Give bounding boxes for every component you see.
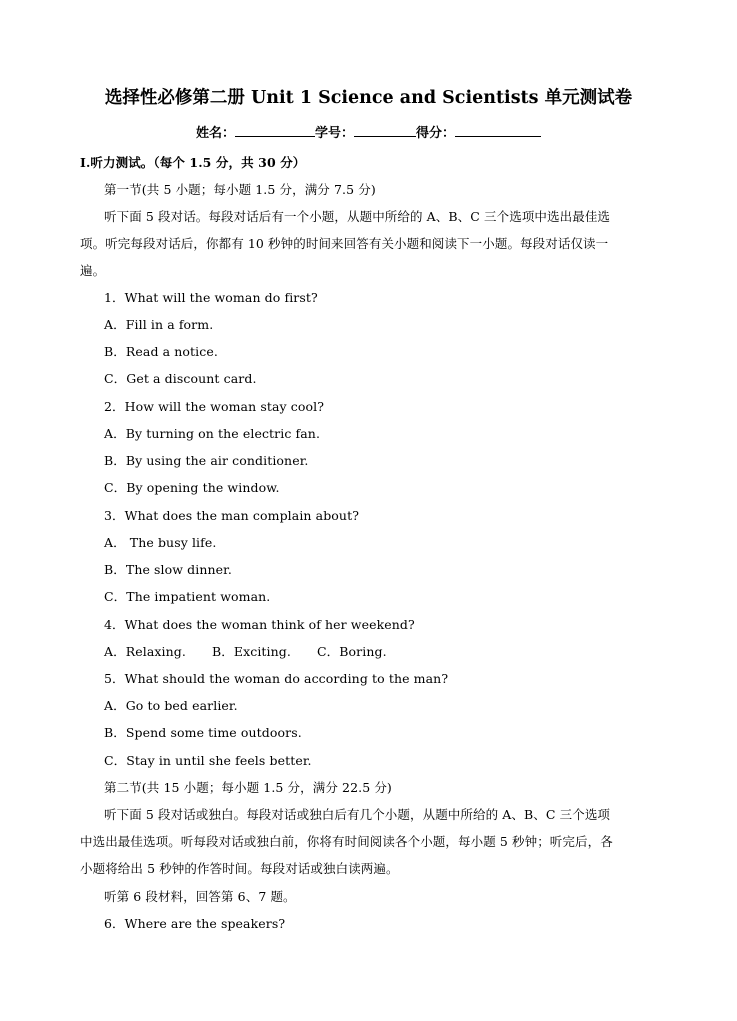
part1-heading: I.听力测试。（每个 1.5 分，共 30 分） bbox=[80, 155, 306, 170]
score-label: 得分： bbox=[416, 126, 456, 141]
answer-options-row bbox=[104, 642, 665, 662]
question-stem: 4．What does the woman think of her weekend? bbox=[104, 617, 415, 632]
answer-option[interactable]: C．Boring. bbox=[316, 644, 387, 659]
section2-instruction-line: 小题将给出 5 秒钟的作答时间。每段对话或独白读两遍。 bbox=[80, 861, 399, 876]
section1-instruction-line: 遍。 bbox=[80, 263, 106, 278]
answer-option[interactable]: A．By turning on the electric fan. bbox=[104, 426, 321, 441]
question-stem: 6．Where are the speakers? bbox=[104, 916, 286, 931]
section1-instruction-line: 项。听完每段对话后，你都有 10 秒钟的时间来回答有关小题和阅读下一小题。每段对话仅读一 bbox=[80, 236, 609, 251]
section2-instruction-line: 中选出最佳选项。听每段对话或独白前，你将有时间阅读各个小题，每小题 5 秒钟；听完后，各 bbox=[80, 834, 613, 849]
question-stem: 1．What will the woman do first? bbox=[104, 290, 318, 305]
answer-option[interactable]: B．Exciting. bbox=[211, 644, 291, 659]
answer-option[interactable]: B．Read a notice. bbox=[104, 344, 218, 359]
score-blank[interactable] bbox=[455, 122, 541, 137]
name-blank[interactable] bbox=[235, 122, 315, 137]
answer-option[interactable]: A．Fill in a form. bbox=[104, 317, 214, 332]
answer-option[interactable]: B．By using the air conditioner. bbox=[104, 453, 309, 468]
section1-instruction-line: 听下面 5 段对话。每段对话后有一个小题，从题中所给的 A、B、C 三个选项中选出最佳选 bbox=[104, 209, 611, 224]
question-stem: 2．How will the woman stay cool? bbox=[104, 399, 324, 414]
section2-instruction-line: 听下面 5 段对话或独白。每段对话或独白后有几个小题，从题中所给的 A、B、C 三个选项 bbox=[104, 807, 611, 822]
answer-option[interactable]: C．Stay in until she feels better. bbox=[104, 753, 312, 768]
id-blank[interactable] bbox=[354, 122, 416, 137]
answer-option[interactable]: C．The impatient woman. bbox=[104, 589, 271, 604]
answer-option[interactable]: C．By opening the window. bbox=[104, 480, 280, 495]
question-stem: 3．What does the man complain about? bbox=[104, 508, 359, 523]
section2-heading: 第二节(共 15 小题；每小题 1.5 分，满分 22.5 分) bbox=[104, 780, 392, 795]
student-info-row bbox=[0, 122, 737, 144]
material-note: 听第 6 段材料，回答第 6、7 题。 bbox=[104, 889, 296, 904]
page-title: 选择性必修第二册 Unit 1 Science and Scientists 单元测试卷 bbox=[104, 88, 633, 108]
id-label: 学号： bbox=[314, 126, 354, 141]
question-stem: 5．What should the woman do according to the man? bbox=[104, 671, 449, 686]
name-label: 姓名： bbox=[195, 126, 235, 141]
answer-option[interactable]: C．Get a discount card. bbox=[104, 371, 257, 386]
section1-heading: 第一节(共 5 小题；每小题 1.5 分，满分 7.5 分) bbox=[104, 182, 376, 197]
answer-option[interactable]: A．Relaxing. bbox=[104, 644, 186, 659]
answer-option[interactable]: B．Spend some time outdoors. bbox=[104, 725, 302, 740]
answer-option[interactable]: A．Go to bed earlier. bbox=[104, 698, 238, 713]
answer-option[interactable]: A． The busy life. bbox=[104, 535, 217, 550]
answer-option[interactable]: B．The slow dinner. bbox=[104, 562, 232, 577]
